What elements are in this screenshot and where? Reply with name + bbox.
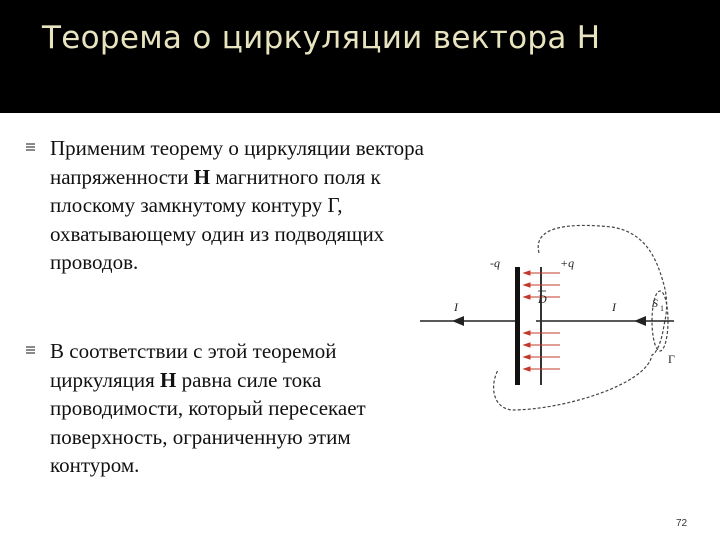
label-current-right: I	[612, 300, 616, 314]
label-s: S	[652, 296, 658, 310]
label-current-left: I	[454, 300, 458, 314]
slide-title: Теорема о циркуляции вектора Н	[42, 20, 601, 56]
capacitor-plate-left	[515, 267, 520, 385]
text-run: равна силе тока проводимости, который пересекает поверхность, ограниченную этим контуром.	[50, 367, 366, 477]
bullet-text	[50, 134, 430, 277]
text-run: магнитного поля к плоскому замкнутому контуру Г, охватывающему один из подводящих проводов.	[50, 164, 385, 274]
text-run: В соответствии с этой теоремой циркуляция	[50, 339, 337, 392]
capacitor-circuit-diagram	[412, 205, 682, 425]
label-gamma: Г	[668, 352, 675, 366]
label-s-subscript: 1	[660, 304, 664, 313]
vector-h: Н	[193, 164, 211, 189]
bullet-text	[50, 337, 430, 480]
vector-h: Н	[159, 367, 177, 392]
text-run: Применим теорему о циркуляции вектора напряженности	[50, 136, 424, 189]
wire-right-arrow	[634, 316, 646, 326]
label-plus-q: +q	[560, 256, 575, 270]
bullet-marker-icon	[26, 346, 35, 355]
wire-left-arrow	[452, 316, 464, 326]
title-bar	[0, 0, 720, 113]
page-number: 72	[676, 518, 688, 529]
label-d: D	[538, 292, 547, 306]
label-minus-q: -q	[490, 256, 500, 270]
bullet-marker-icon	[26, 143, 35, 152]
